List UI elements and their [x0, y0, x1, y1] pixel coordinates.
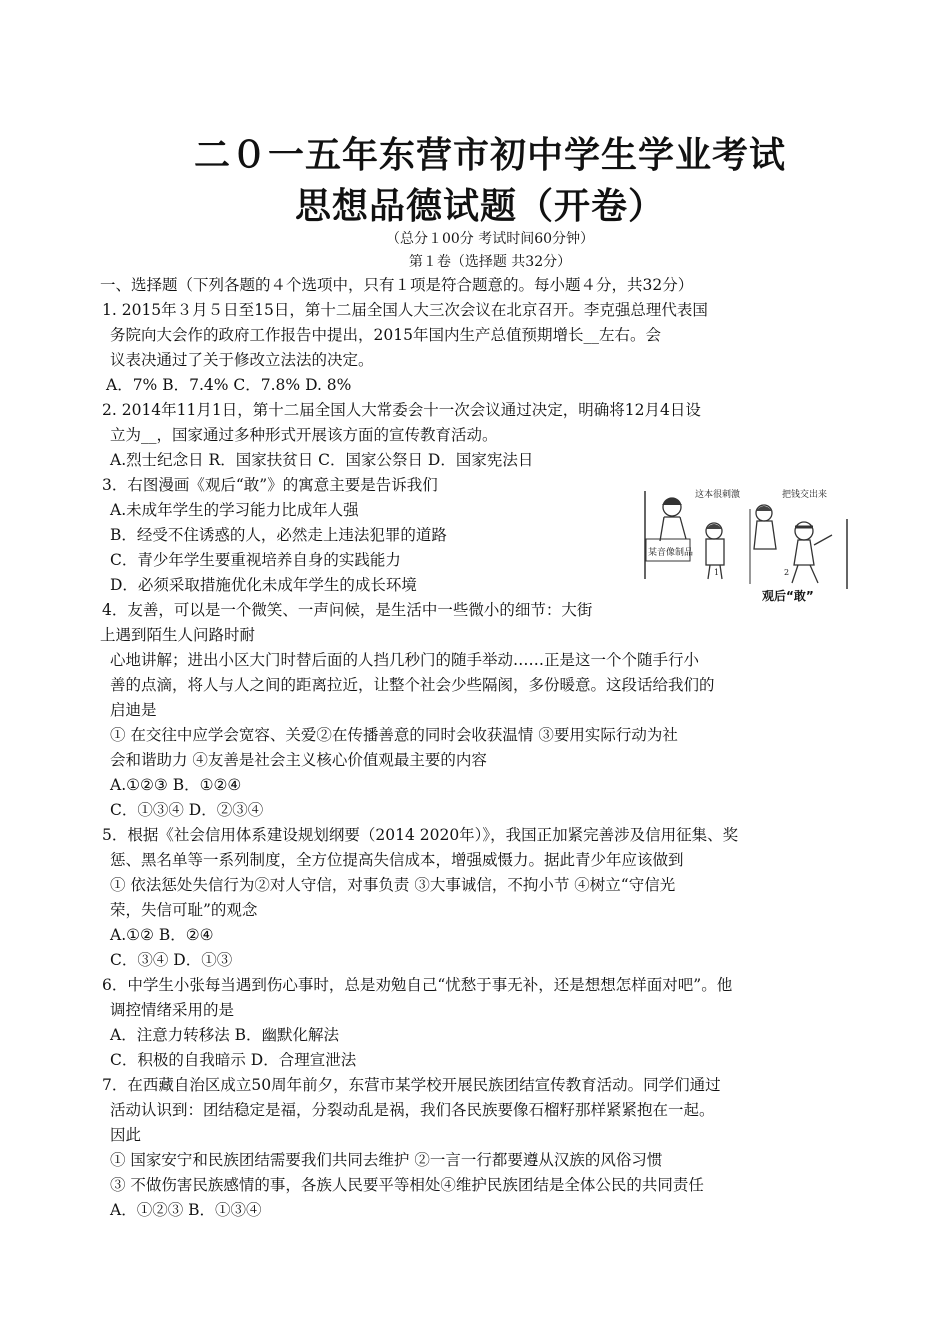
- text-line: ① 在交往中应学会宽容、关爱②在传播善意的同时会收获温情 ③要用实际行动为社: [110, 726, 678, 744]
- text-line: A．注意力转移法 B．幽默化解法: [110, 1026, 340, 1044]
- bubble-2: 把钱交出来: [782, 490, 828, 500]
- text-line: D．必须采取措施优化未成年学生的成长环境: [110, 576, 417, 594]
- text-line: 立为__，国家通过多种形式开展该方面的宣传教育活动。: [110, 426, 498, 444]
- text-line: ① 依法惩处失信行为②对人守信，对事负责 ③大事诚信，不拘小节 ④树立“守信光: [110, 876, 676, 894]
- text-line: 7．在西藏自治区成立50周年前夕，东营市某学校开展民族团结宣传教育活动。同学们通过: [102, 1076, 721, 1094]
- text-line: 因此: [110, 1126, 142, 1144]
- text-line: 1. 2015年３月５日至15日，第十二届全国人大三次会议在北京召开。李克强总理代表国: [102, 301, 708, 319]
- text-line: C．青少年学生要重视培养自身的实践能力: [110, 551, 401, 569]
- part-heading: 第１卷（选择题 共32分）: [408, 254, 572, 270]
- text-line: 荣，失信可耻”的观念: [110, 901, 258, 919]
- text-line: 启迪是: [110, 701, 157, 719]
- text-line: A．7% B．7.4% C．7.8% D. 8%: [106, 376, 352, 394]
- text-line: 4．友善，可以是一个微笑、一声问候，是生活中一些微小的细节：大街: [102, 601, 593, 619]
- text-line: 上遇到陌生人问路时耐: [100, 626, 256, 644]
- text-line: 惩、黑名单等一系列制度，全方位提高失信成本，增强威慑力。据此青少年应该做到: [110, 851, 684, 869]
- text-line: A.烈士纪念日 R．国家扶贫日 C．国家公祭日 D．国家宪法日: [110, 451, 534, 469]
- exam-subtitle: 思想品德试题（开卷）: [294, 186, 665, 227]
- text-line: 议表决通过了关于修改立法法的决定。: [110, 351, 374, 369]
- text-line: 心地讲解；进出小区大门时替后面的人挡几秒门的随手举动……正是这一个个随手行小: [110, 651, 700, 669]
- comic-frame: [642, 479, 860, 603]
- bubble-1: 这本很刺激: [695, 490, 741, 500]
- section-heading: 一、选择题（下列各题的４个选项中，只有１项是符合题意的。每小题４分，共32分）: [100, 276, 694, 294]
- text-line: ③ 不做伤害民族感情的事，各族人民要平等相处④维护民族团结是全体公民的共同责任: [110, 1176, 704, 1194]
- panel-1-number: 1: [714, 568, 720, 577]
- text-line: 务院向大会作的政府工作报告中提出，2015年国内生产总值预期增长__左右。会: [110, 326, 661, 344]
- text-line: ① 国家安宁和民族团结需要我们共同去维护 ②一言一行都要遵从汉族的风俗习惯: [110, 1151, 663, 1169]
- sign-text: 某音像制品: [648, 548, 694, 558]
- text-line: 3．右图漫画《观后“敢”》的寓意主要是告诉我们: [102, 476, 438, 494]
- text-line: 5．根据《社会信用体系建设规划纲要（2014 2020年）》，我国正加紧完善涉及信用征集、奖: [102, 826, 739, 844]
- text-line: C．积极的自我暗示 D．合理宣泄法: [110, 1051, 357, 1069]
- text-line: 会和谐助力 ④友善是社会主义核心价值观最主要的内容: [110, 751, 487, 769]
- comic-title: 观后“敢”: [762, 589, 814, 603]
- text-line: A.①②③ B．①②④: [110, 776, 242, 794]
- text-line: C．①③④ D．②③④: [110, 801, 264, 819]
- text-line: A.①② B．②④: [110, 926, 214, 944]
- text-line: C．③④ D．①③: [110, 951, 233, 969]
- text-line: A．①②③ B．①③④: [110, 1201, 262, 1219]
- score-time: （总分１00分 考试时间60分钟）: [385, 231, 595, 247]
- text-line: B．经受不住诱惑的人，必然走上违法犯罪的道路: [110, 526, 447, 544]
- text-line: 6．中学生小张每当遇到伤心事时，总是劝勉自己“忧愁于事无补，还是想想怎样面对吧”。他: [102, 976, 733, 994]
- comic-illustration: [642, 479, 860, 603]
- exam-title: 二０一五年东营市初中学生学业考试: [193, 135, 786, 176]
- text-line: 2. 2014年11月1日，第十二届全国人大常委会十一次会议通过决定，明确将12月4日设: [102, 401, 701, 419]
- text-line: A.未成年学生的学习能力比成年人强: [110, 501, 359, 519]
- panel-2-number: 2: [784, 568, 790, 577]
- text-line: 善的点滴，将人与人之间的距离拉近，让整个社会少些隔阂，多份暖意。这段话给我们的: [110, 676, 715, 694]
- text-line: 活动认识到：团结稳定是福，分裂动乱是祸，我们各民族要像石榴籽那样紧紧抱在一起。: [110, 1101, 715, 1119]
- text-line: 调控情绪采用的是: [110, 1001, 235, 1019]
